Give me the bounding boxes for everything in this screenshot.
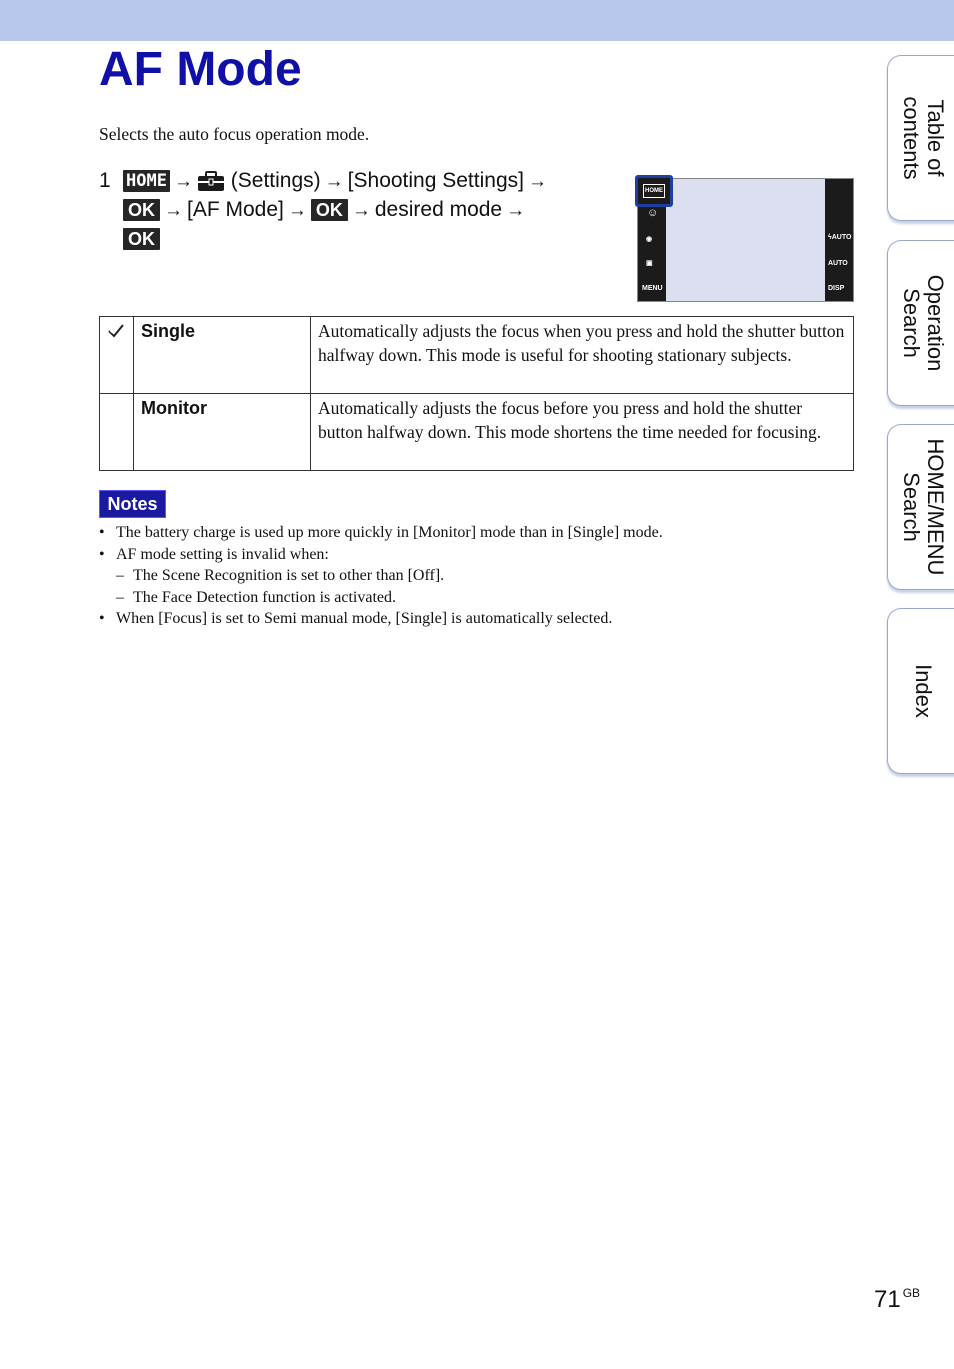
tab-label: HOME/MENU Search [899,438,948,576]
arrow-icon: → [506,200,526,221]
screen-home-label: HOME [643,184,665,198]
tab-label: Table of contents [899,96,948,180]
default-mark-cell [100,394,134,471]
check-icon [107,323,125,339]
arrow-icon: → [173,171,193,192]
mode-description: Automatically adjusts the focus when you press and hold the shutter button halfway down. This mode is useful for shooting stationary subjects. [311,317,854,394]
screen-flash-label: ϟAUTO [828,234,852,241]
note-item: • When [Focus] is set to Semi manual mode, [Single] is automatically selected. [99,608,663,630]
page-number: 71 $^{GB}$ [874,1286,921,1313]
arrow-icon: → [351,200,371,221]
step-number: 1 [99,169,111,192]
mode-description: Automatically adjusts the focus before you press and hold the shutter button halfway down. This mode shortens the time needed for focusing. [311,394,854,471]
arrow-icon: → [164,200,183,221]
home-button-icon: HOME [123,170,170,192]
ok-button-icon: OK [311,199,348,221]
home-highlight-icon [635,175,673,207]
tab-operation-search[interactable] [887,240,954,406]
scene-auto-icon: ▣ [646,260,653,267]
screen-menu-label: MENU [642,285,663,292]
table-row [100,394,854,471]
screen-macro-label: AUTO [828,260,848,267]
page-suffix: GB [902,1286,921,1300]
intro-text: Selects the auto focus operation mode. [99,124,370,144]
step-line-1 [99,166,619,195]
scene-recognition-icon: ◉ [646,236,653,243]
ok-button-icon: OK [123,199,160,221]
ok-button-icon: OK [123,228,160,250]
table-row [100,317,854,394]
page-title: AF Mode [99,43,302,96]
shooting-settings-label: [Shooting Settings] [347,169,524,192]
tab-index[interactable] [887,608,954,774]
note-item: • The battery charge is used up more quickly in [Monitor] mode than in [Single] mode. [99,522,663,544]
toolbox-settings-icon [197,170,225,192]
af-mode-table [99,316,854,471]
procedure-step [99,166,619,253]
default-mark-cell [100,317,134,394]
arrow-icon: → [324,171,344,192]
note-subitem: – The Face Detection function is activated. [99,587,663,609]
settings-label: (Settings) [230,169,321,192]
tab-table-of-contents[interactable] [887,55,954,221]
notes-heading: Notes [99,490,166,518]
tab-home-menu-search[interactable] [887,424,954,590]
tab-label: Operation Search [899,274,948,372]
step-line-3 [99,224,619,253]
tab-label: Index [911,664,936,718]
mode-name: Single [134,317,311,394]
smile-icon: ☺ [647,207,659,219]
note-item: • AF mode setting is invalid when: [99,544,663,566]
mode-name: Monitor [134,394,311,471]
af-mode-label: [AF Mode] [187,198,284,221]
screen-disp-label: DISP [828,285,845,292]
arrow-icon: → [527,171,547,192]
note-subitem: – The Scene Recognition is set to other than [Off]. [99,565,663,587]
top-header-bar [0,0,954,41]
desired-mode-label: desired mode [374,198,503,221]
arrow-icon: → [287,200,307,221]
step-line-2 [99,195,619,224]
notes-list [99,522,663,630]
